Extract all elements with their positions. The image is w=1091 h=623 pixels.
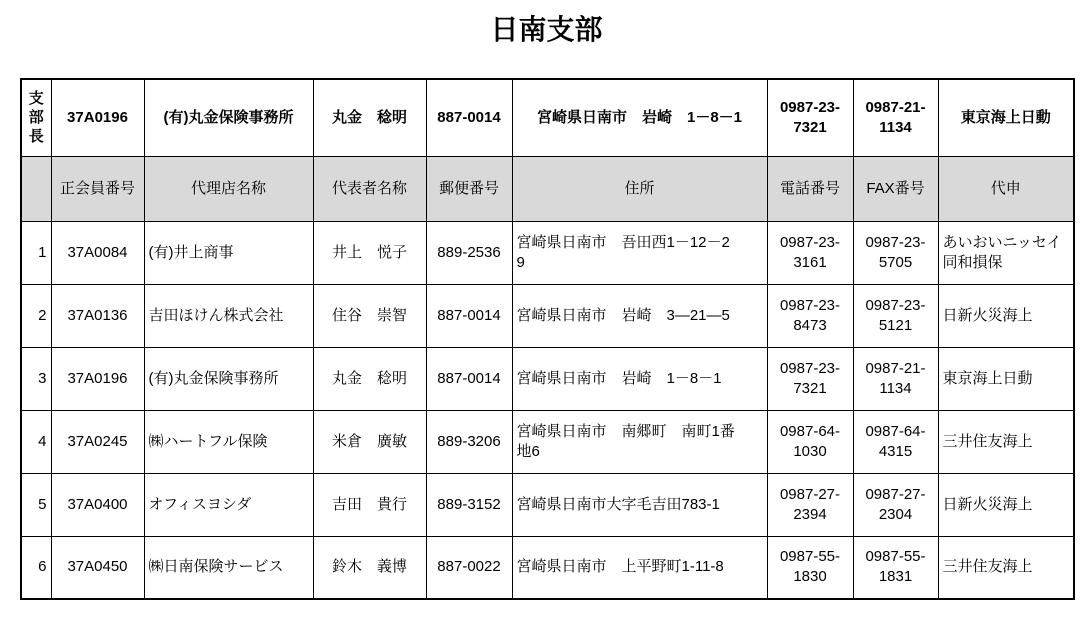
branch-head-postal-code: 887-0014 [426,79,512,156]
phone-cell: 0987-23- 3161 [767,221,853,284]
insurer-cell: 日新火災海上 [938,284,1074,347]
address-cell: 宮崎県日南市 岩崎 3―21―5 [512,284,767,347]
agency-name-cell: ㈱ハートフル保険 [144,410,313,473]
address-cell: 宮崎県日南市 吾田西1－12－2 9 [512,221,767,284]
header-postal-code: 郵便番号 [426,156,512,221]
representative-cell: 米倉 廣敏 [313,410,426,473]
postal-code-cell: 887-0014 [426,284,512,347]
page-title: 日南支部 [490,14,603,45]
fax-cell: 0987-23- 5705 [853,221,938,284]
representative-cell: 丸金 稔明 [313,347,426,410]
header-insurer: 代申 [938,156,1074,221]
branch-head-label: 支部長 [28,89,44,145]
fax-cell: 0987-27- 2304 [853,473,938,536]
member-no-cell: 37A0196 [51,347,144,410]
fax-cell: 0987-21- 1134 [853,347,938,410]
table-header-row [21,156,1074,221]
header-fax: FAX番号 [853,156,938,221]
insurer-cell: 日新火災海上 [938,473,1074,536]
member-no-cell: 37A0400 [51,473,144,536]
insurer-cell: 東京海上日動 [938,347,1074,410]
branch-head-label-cell [21,79,51,156]
insurer-cell: あいおいニッセイ 同和損保 [938,221,1074,284]
branch-head-member-no: 37A0196 [51,79,144,156]
fax-cell: 0987-55- 1831 [853,536,938,599]
postal-code-cell: 889-2536 [426,221,512,284]
fax-cell: 0987-23- 5121 [853,284,938,347]
postal-code-cell: 887-0014 [426,347,512,410]
phone-cell: 0987-27- 2394 [767,473,853,536]
table-row [21,221,1074,284]
row-number: 6 [21,536,51,599]
address-cell: 宮崎県日南市大字毛吉田783-1 [512,473,767,536]
member-no-cell: 37A0136 [51,284,144,347]
postal-code-cell: 889-3206 [426,410,512,473]
row-number: 2 [21,284,51,347]
table-row [21,347,1074,410]
agency-name-cell: (有)井上商事 [144,221,313,284]
header-phone: 電話番号 [767,156,853,221]
agency-name-cell: オフィスヨシダ [144,473,313,536]
branch-head-phone: 0987-23- 7321 [767,79,853,156]
table-row [21,536,1074,599]
member-no-cell: 37A0450 [51,536,144,599]
member-no-cell: 37A0245 [51,410,144,473]
row-number: 1 [21,221,51,284]
fax-cell: 0987-64- 4315 [853,410,938,473]
representative-cell: 吉田 貴行 [313,473,426,536]
member-no-cell: 37A0084 [51,221,144,284]
address-cell: 宮崎県日南市 上平野町1-11-8 [512,536,767,599]
representative-cell: 井上 悦子 [313,221,426,284]
branch-head-address: 宮崎県日南市 岩崎 1－8－1 [512,79,767,156]
header-address: 住所 [512,156,767,221]
table-row [21,284,1074,347]
row-number: 5 [21,473,51,536]
representative-cell: 住谷 崇智 [313,284,426,347]
row-number: 3 [21,347,51,410]
branch-head-representative: 丸金 稔明 [313,79,426,156]
postal-code-cell: 887-0022 [426,536,512,599]
table-row [21,473,1074,536]
header-representative: 代表者名称 [313,156,426,221]
branch-head-fax: 0987-21- 1134 [853,79,938,156]
header-member-no: 正会員番号 [51,156,144,221]
header-blank [21,156,51,221]
table-row [21,410,1074,473]
insurer-cell: 三井住友海上 [938,536,1074,599]
address-cell: 宮崎県日南市 南郷町 南町1番 地6 [512,410,767,473]
header-agency-name: 代理店名称 [144,156,313,221]
address-cell: 宮崎県日南市 岩崎 1－8－1 [512,347,767,410]
agency-name-cell: 吉田ほけん株式会社 [144,284,313,347]
branch-head-row [21,79,1074,156]
phone-cell: 0987-64- 1030 [767,410,853,473]
branch-head-insurer: 東京海上日動 [938,79,1074,156]
phone-cell: 0987-23- 7321 [767,347,853,410]
branch-member-table [20,78,1075,600]
representative-cell: 鈴木 義博 [313,536,426,599]
phone-cell: 0987-23- 8473 [767,284,853,347]
phone-cell: 0987-55- 1830 [767,536,853,599]
agency-name-cell: ㈱日南保険サービス [144,536,313,599]
insurer-cell: 三井住友海上 [938,410,1074,473]
branch-head-agency-name: (有)丸金保険事務所 [144,79,313,156]
row-number: 4 [21,410,51,473]
agency-name-cell: (有)丸金保険事務所 [144,347,313,410]
postal-code-cell: 889-3152 [426,473,512,536]
